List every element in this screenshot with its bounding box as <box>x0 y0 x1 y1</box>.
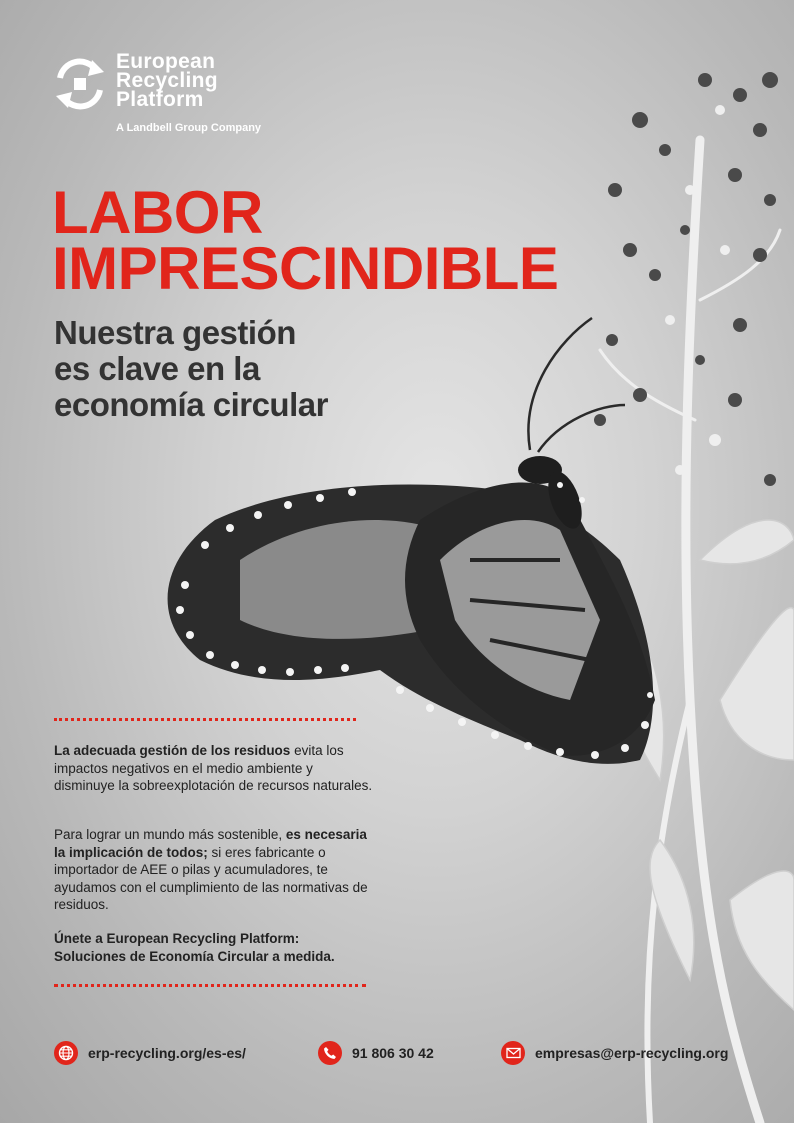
paragraph-2-start: Para lograr un mundo más sostenible, <box>54 827 286 842</box>
envelope-icon <box>501 1041 525 1065</box>
paragraph-2-text: si eres fabricante o importador de AEE o pilas y acumuladores, te ayudamos con el cumplimiento de las normativas de residuos. <box>54 844 368 912</box>
flower-leaves <box>610 520 794 1010</box>
paragraph-1-text: evita los impactos negativos en el medio ambiente y disminuye la sobreexplotación de recursos naturales. <box>54 743 373 793</box>
paragraph-2 <box>54 826 374 914</box>
title-line-2: IMPRESCINDIBLE <box>52 235 559 302</box>
phone-number[interactable]: 91 806 30 42 <box>352 1045 434 1061</box>
logo-line-1: European <box>116 50 216 73</box>
paragraph-2-bold: es necesaria la implicación de todos; <box>54 827 367 860</box>
paragraph-1-bold: La adecuada gestión de los residuos <box>54 743 291 758</box>
contact-email[interactable] <box>501 1040 728 1066</box>
logo-tagline: A Landbell Group Company <box>116 122 262 134</box>
website-link[interactable]: erp-recycling.org/es-es/ <box>88 1045 246 1061</box>
dotted-divider-bottom <box>54 984 366 987</box>
subtitle-line-3: economía circular <box>54 386 328 423</box>
page-subtitle <box>54 315 328 423</box>
subtitle-line-1: Nuestra gestión <box>54 314 296 351</box>
phone-icon <box>318 1041 342 1065</box>
contact-phone[interactable] <box>318 1040 434 1066</box>
subtitle-line-2: es clave en la <box>54 350 260 387</box>
paragraph-3-cta: Únete a European Recycling Platform: Soluciones de Economía Circular a medida. <box>54 931 335 964</box>
page-title <box>52 179 559 302</box>
erp-logo[interactable] <box>52 52 292 142</box>
dotted-divider-top <box>54 718 356 721</box>
butterfly-fore-wing <box>405 483 655 756</box>
contact-website[interactable] <box>54 1040 246 1066</box>
title-line-1: LABOR <box>52 179 263 246</box>
paragraph-1 <box>54 742 374 795</box>
globe-icon <box>54 1041 78 1065</box>
logo-line-2: Recycling <box>116 69 218 92</box>
logo-line-3: Platform <box>116 88 204 111</box>
email-link[interactable]: empresas@erp-recycling.org <box>535 1045 729 1061</box>
recycle-arrows-icon <box>52 56 108 112</box>
logo-wordmark <box>116 52 218 109</box>
